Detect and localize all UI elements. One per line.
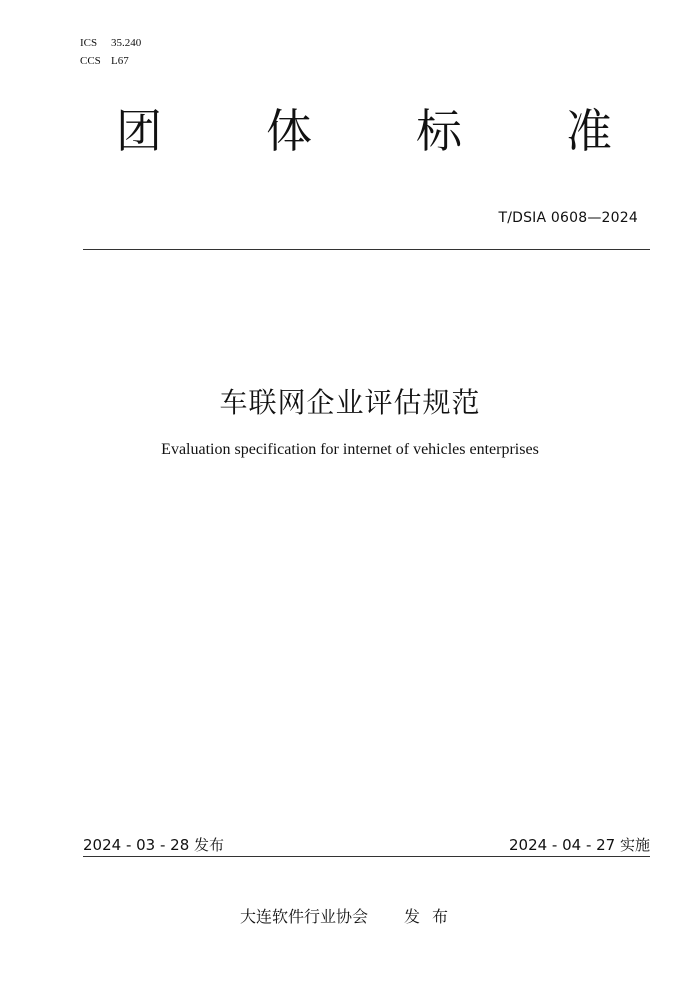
implementation-date: 2024 - 04 - 27 实施 xyxy=(508,836,650,854)
publisher-line xyxy=(0,904,700,927)
footer-divider xyxy=(83,856,650,857)
ccs-row xyxy=(80,52,141,70)
publisher-action: 发布 xyxy=(404,907,461,926)
ics-value: 35.240 xyxy=(111,37,142,49)
document-number: T/DSIA 0608—2024 xyxy=(498,210,638,226)
ics-label: ICS xyxy=(80,37,98,49)
ccs-value: L67 xyxy=(111,55,129,67)
issue-date: 2024 - 03 - 28 发布 xyxy=(83,836,225,854)
classification-codes xyxy=(80,34,141,70)
standard-type-heading xyxy=(0,103,700,163)
standard-type-char: 准 xyxy=(566,104,612,158)
title-chinese: 车联网企业评估规范 xyxy=(219,386,481,419)
header-divider xyxy=(83,249,650,250)
ccs-label: CCS xyxy=(80,55,101,67)
ics-row xyxy=(80,34,141,52)
standard-type-char: 标 xyxy=(416,104,462,158)
publisher-name: 大连软件行业协会 xyxy=(239,907,368,926)
standard-type-char: 团 xyxy=(116,104,162,158)
title-english: Evaluation specification for internet of vehicles enterprises xyxy=(161,441,539,458)
standard-type-char: 体 xyxy=(266,104,312,158)
